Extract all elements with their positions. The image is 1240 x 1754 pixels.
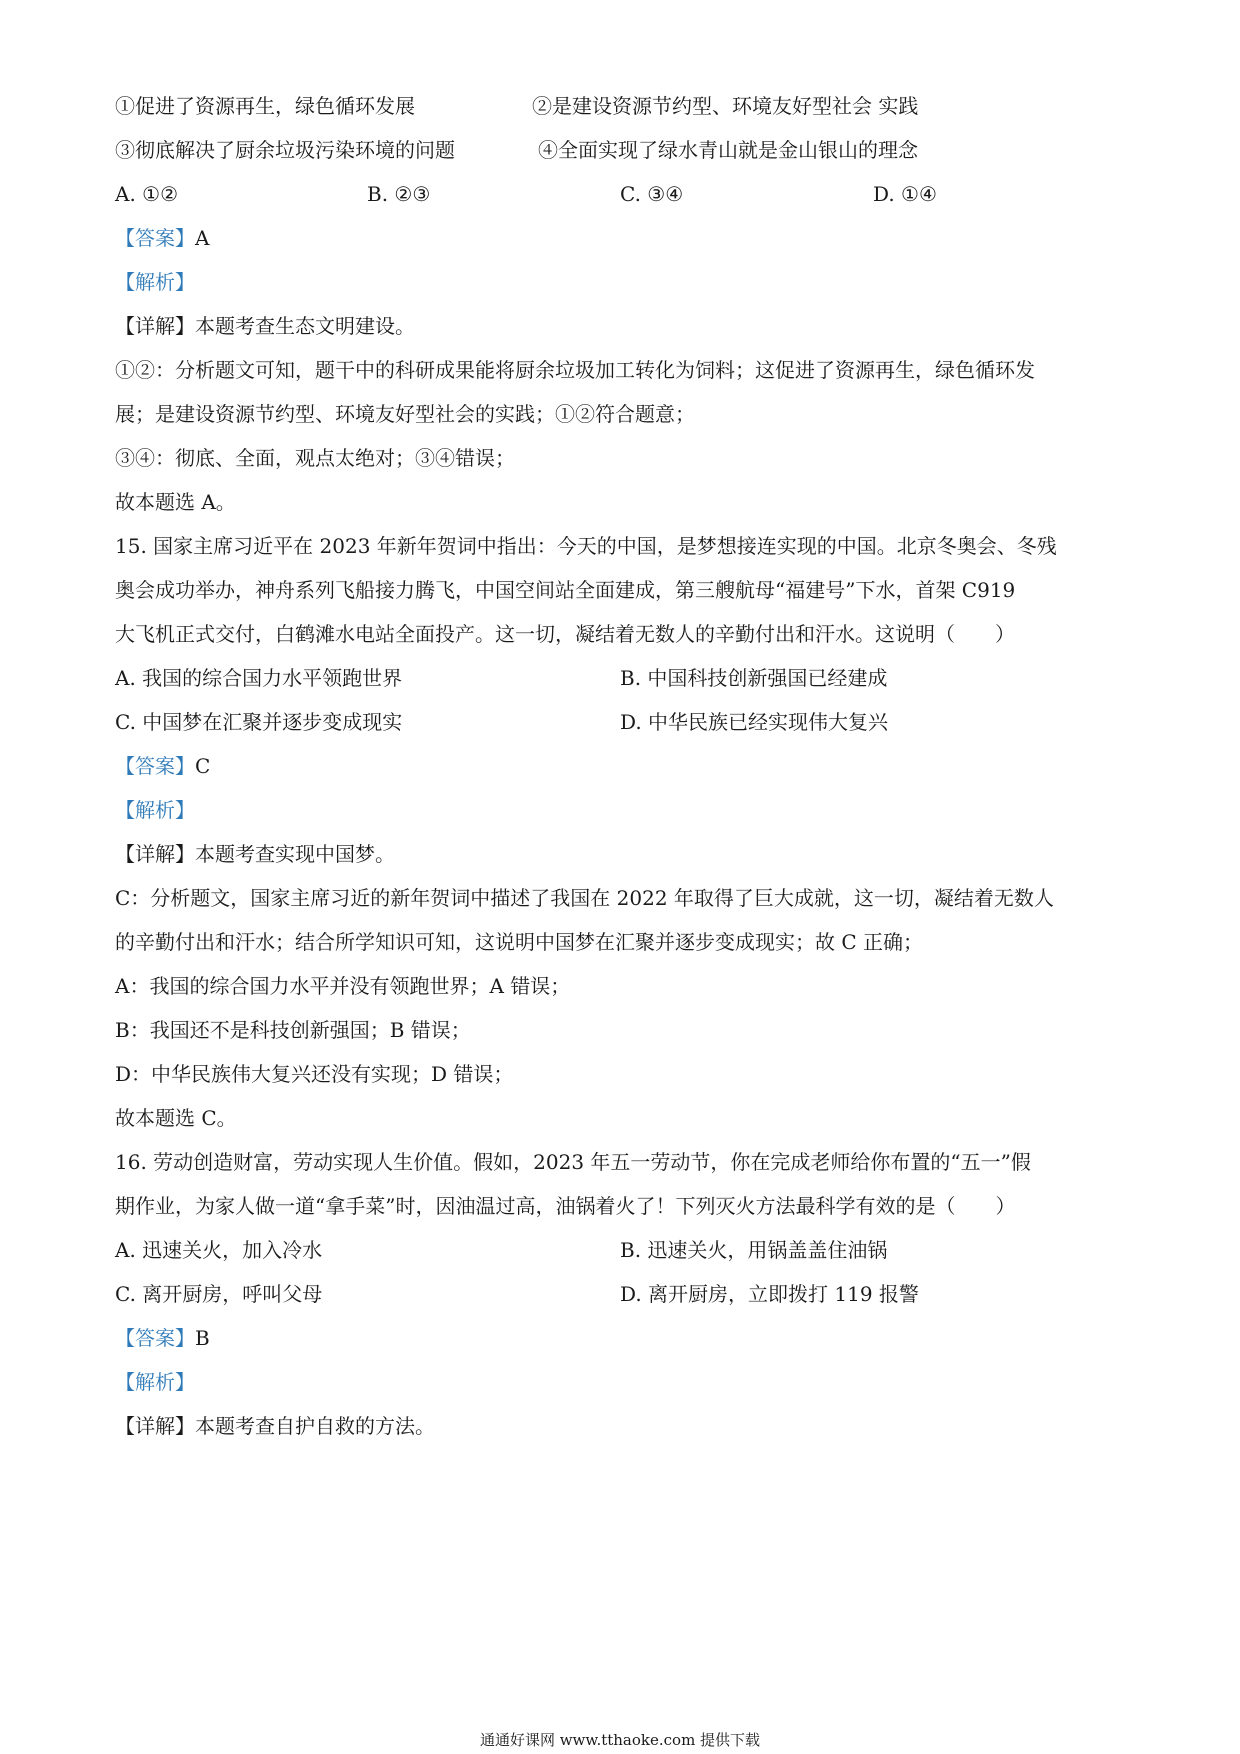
q14-statement-4: ④全面实现了绿水青山就是金山银山的理念	[538, 138, 918, 162]
q16-option-d: D. 离开厨房，立即拨打 119 报警	[620, 1282, 919, 1306]
q16-analysis-tag: 【解析】	[115, 1370, 195, 1394]
q15-explanation-5: D：中华民族伟大复兴还没有实现；D 错误；	[115, 1062, 514, 1086]
q14-statement-1: ①促进了资源再生，绿色循环发展	[115, 94, 415, 118]
q14-option-b: B. ②③	[367, 182, 431, 206]
q15-explanation-2: 的辛勤付出和汗水；结合所学知识可知，这说明中国梦在汇聚并逐步变成现实；故 C 正确；	[115, 930, 924, 954]
q14-statement-2: ②是建设资源节约型、环境友好型社会 实践	[532, 94, 919, 118]
q15-option-d: D. 中华民族已经实现伟大复兴	[620, 710, 889, 734]
q16-option-b: B. 迅速关火，用锅盖盖住油锅	[620, 1238, 888, 1262]
q16-detail: 【详解】本题考查自护自救的方法。	[115, 1414, 435, 1438]
q15-explanation-3: A：我国的综合国力水平并没有领跑世界；A 错误；	[115, 974, 571, 998]
q14-explanation-2: 展；是建设资源节约型、环境友好型社会的实践；①②符合题意；	[115, 402, 695, 426]
answer-tag: 【答案】	[115, 754, 195, 778]
q15-option-a: A. 我国的综合国力水平领跑世界	[115, 666, 403, 690]
q14-answer-line	[115, 224, 209, 252]
q15-stem-1: 15. 国家主席习近平在 2023 年新年贺词中指出：今天的中国，是梦想接连实现的中国。北京冬奥会、冬残	[115, 534, 1057, 558]
q14-explanation-1: ①②：分析题文可知，题干中的科研成果能将厨余垃圾加工转化为饲料；这促进了资源再生，绿色循环发	[115, 358, 1035, 382]
q14-analysis-tag: 【解析】	[115, 270, 195, 294]
q16-answer-line	[115, 1324, 210, 1352]
q16-option-a: A. 迅速关火，加入冷水	[115, 1238, 323, 1262]
q15-stem-2: 奥会成功举办，神舟系列飞船接力腾飞，中国空间站全面建成，第三艘航母“福建号”下水，首架 C919	[115, 578, 1016, 602]
answer-tag: 【答案】	[115, 1326, 195, 1350]
q16-stem-1: 16. 劳动创造财富，劳动实现人生价值。假如，2023 年五一劳动节，你在完成老师给你布置的“五一”假	[115, 1150, 1031, 1174]
q16-answer: B	[195, 1326, 210, 1350]
q14-detail: 【详解】本题考查生态文明建设。	[115, 314, 415, 338]
q15-detail: 【详解】本题考查实现中国梦。	[115, 842, 395, 866]
q14-option-a: A. ①②	[115, 182, 179, 206]
q15-stem-3: 大飞机正式交付，白鹤滩水电站全面投产。这一切，凝结着无数人的辛勤付出和汗水。这说明（ ）	[115, 622, 1015, 646]
q15-option-c: C. 中国梦在汇聚并逐步变成现实	[115, 710, 403, 734]
q16-stem-2: 期作业，为家人做一道“拿手菜”时，因油温过高，油锅着火了！下列灭火方法最科学有效的是（ ）	[115, 1194, 1016, 1218]
q14-option-d: D. ①④	[873, 182, 937, 206]
q15-conclusion: 故本题选 C。	[115, 1106, 237, 1130]
q16-option-c: C. 离开厨房，呼叫父母	[115, 1282, 323, 1306]
q14-statement-3: ③彻底解决了厨余垃圾污染环境的问题	[115, 138, 455, 162]
q15-explanation-1: C：分析题文，国家主席习近的新年贺词中描述了我国在 2022 年取得了巨大成就，这一切，凝结着无数人	[115, 886, 1054, 910]
footer-source: 通通好课网 www.tthaoke.com 提供下载	[479, 1731, 761, 1749]
q15-answer-line	[115, 752, 210, 780]
q14-explanation-3: ③④：彻底、全面，观点太绝对；③④错误；	[115, 446, 515, 470]
q15-option-b: B. 中国科技创新强国已经建成	[620, 666, 888, 690]
q14-option-c: C. ③④	[620, 182, 684, 206]
q15-answer: C	[195, 754, 211, 778]
answer-tag: 【答案】	[115, 226, 195, 250]
q14-conclusion: 故本题选 A。	[115, 490, 236, 514]
q15-explanation-4: B：我国还不是科技创新强国；B 错误；	[115, 1018, 471, 1042]
q14-answer: A	[195, 226, 210, 250]
q15-analysis-tag: 【解析】	[115, 798, 195, 822]
